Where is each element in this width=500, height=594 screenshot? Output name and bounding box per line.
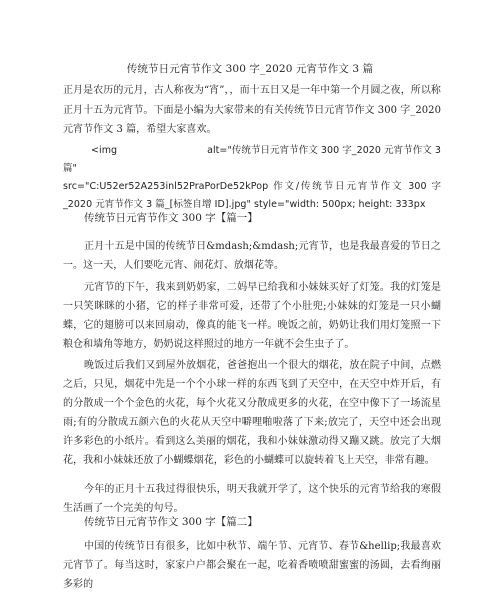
- image-code-block: [63, 142, 441, 214]
- document-title: 传统节日元宵节作文 300 字_2020 元宵节作文 3 篇: [126, 63, 374, 75]
- paragraph-1: 正月十五是中国的传统节日&mdash;&mdash;元宵节，也是我最喜爱的节日之一。这一天，人们要吃元宵、闹花灯、放烟花等。: [63, 241, 441, 271]
- image-tag-open: <img: [91, 145, 118, 156]
- paragraph-2: 元宵节的下午，我来到奶奶家，二妈早已给我和小妹妹买好了灯笼。我的灯笼是一只笑眯眯的小猪，它的样子非常可爱，还带了个小肚兜;小妹妹的灯笼是一只小蝴蝶，它的翅膀可以来回扇动，像真的能飞一样。晚饭之前，奶奶让我们用灯笼照一下粮仓和墙角等地方，奶奶说这样照过的地方一年就不会生虫子了。: [63, 282, 441, 350]
- image-src-attribute: src="C:U52er52A253inl52PraPorDe52kPop 作文/传统节日元宵节作文 300 字_2020 元宵节作文 3 篇_[标签自增 ID].jpg" style="width: 500px; height: 333px: [63, 181, 441, 210]
- section-2-paragraph: 中国的传统节日有很多，比如中秋节、端午节、元宵节、春节&hellip;我最喜欢元宵节了。每当这时，家家户户都会聚在一起，吃着香喷喷甜蜜蜜的汤圆，去看绚丽多彩的: [63, 541, 441, 590]
- image-alt-attribute: alt="传统节日元宵节作文 300 字_2020 元宵节作文 3 篇": [63, 145, 441, 174]
- section-1-title: 传统节日元宵节作文 300 字【篇一】: [84, 212, 258, 224]
- section-2-title: 传统节日元宵节作文 300 字【篇二】: [84, 516, 258, 528]
- image-code-head: [63, 142, 441, 178]
- paragraph-4: 今年的正月十五我过得很快乐，明天我就开学了，这个快乐的元宵节给我的寒假生活画了一个完美的句号。: [63, 484, 441, 514]
- intro-paragraph: 正月是农历的元月，古人称夜为“宵”，，而十五日又是一年中第一个月圆之夜，所以称正月十五为元宵节。下面是小编为大家带来的有关传统节日元宵节作文 300 字_2020 元宵节作文 3 篇，希望大家喜欢。: [63, 85, 441, 135]
- paragraph-3: 晚饭过后我们又到屋外放烟花，爸爸抱出一个很大的烟花，放在院子中间，点燃之后，只见，烟花中先是一个个小球一样的东西飞到了天空中，在天空中炸开后，有的分散成一个个金色的火花，每个火花又分散成更多的火花，在空中像下了一场流星雨;有的分散成五颜六色的火花从天空中噼哩啪啦落了下来;放完了，天空中还会出现许多彩色的小纸片。看到这么美丽的烟花，我和小妹妹激动得又蹦又跳。放完了大烟花，我和小妹妹还放了小蝴蝶烟花，彩色的小蝴蝶可以旋转着飞上天空，非常有趣。: [63, 360, 441, 466]
